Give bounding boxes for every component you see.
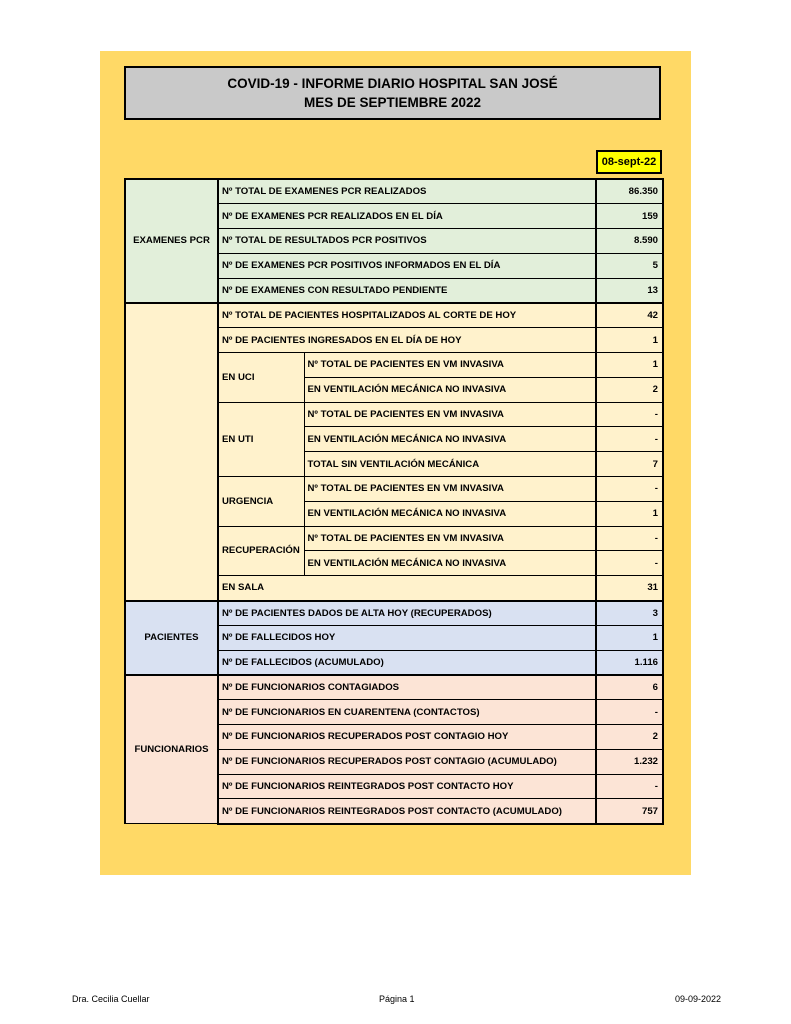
row-value: 8.590 [596,229,663,254]
table-row [125,675,663,700]
row-value: 1.232 [596,749,663,774]
row-label: Nº DE FUNCIONARIOS REINTEGRADOS POST CONTACTO HOY [218,774,596,799]
row-label: Nº DE FUNCIONARIOS RECUPERADOS POST CONTAGIO (ACUMULADO) [218,749,596,774]
row-value: 1 [596,328,663,353]
report-title [124,66,661,120]
row-value: - [596,477,663,502]
subgroup-uti: EN UTI [218,402,304,476]
row-label: Nº DE FUNCIONARIOS CONTAGIADOS [218,675,596,700]
subgroup-urgencia: URGENCIA [218,477,304,527]
category-funcionarios: FUNCIONARIOS [125,675,218,824]
row-label: Nº TOTAL DE PACIENTES EN VM INVASIVA [304,353,596,378]
row-value: 6 [596,675,663,700]
row-value: - [596,700,663,725]
footer-author: Dra. Cecilia Cuellar [72,994,150,1004]
row-label: Nº TOTAL DE EXAMENES PCR REALIZADOS [218,179,596,204]
row-value: - [596,402,663,427]
row-label: Nº TOTAL DE PACIENTES EN VM INVASIVA [304,402,596,427]
category-pacientes: PACIENTES [125,601,218,675]
footer-page: Página 1 [379,994,415,1004]
row-label: Nº DE FUNCIONARIOS REINTEGRADOS POST CONTACTO (ACUMULADO) [218,799,596,824]
row-value: 1 [596,353,663,378]
row-label: Nº TOTAL DE PACIENTES EN VM INVASIVA [304,477,596,502]
category-examenes: EXAMENES PCR [125,179,218,303]
row-value: 42 [596,303,663,328]
row-label: Nº TOTAL DE PACIENTES HOSPITALIZADOS AL CORTE DE HOY [218,303,596,328]
row-value: 2 [596,725,663,750]
report-sheet [100,51,691,875]
row-label: EN VENTILACIÓN MECÁNICA NO INVASIVA [304,551,596,576]
row-label: Nº DE EXAMENES CON RESULTADO PENDIENTE [218,278,596,303]
row-value: 1.116 [596,650,663,675]
title-line-2: MES DE SEPTIEMBRE 2022 [303,95,482,110]
title-line-1: COVID-19 - INFORME DIARIO HOSPITAL SAN JOSÉ [227,76,558,91]
row-value: - [596,774,663,799]
row-value: 757 [596,799,663,824]
footer-date: 09-09-2022 [675,994,722,1004]
row-label: EN SALA [218,576,596,601]
subgroup-uci: EN UCI [218,353,304,403]
row-value: - [596,526,663,551]
row-value: - [596,551,663,576]
row-label: Nº DE PACIENTES DADOS DE ALTA HOY (RECUPERADOS) [218,601,596,626]
row-value: 86.350 [596,179,663,204]
category-hospitalizados [125,303,218,601]
row-label: Nº DE PACIENTES INGRESADOS EN EL DÍA DE HOY [218,328,596,353]
row-value: 13 [596,278,663,303]
row-value: 5 [596,253,663,278]
row-value: 159 [596,204,663,229]
row-value: 1 [596,501,663,526]
row-label: EN VENTILACIÓN MECÁNICA NO INVASIVA [304,427,596,452]
row-label: Nº DE FUNCIONARIOS RECUPERADOS POST CONTAGIO HOY [218,725,596,750]
row-value: 3 [596,601,663,626]
report-table [124,178,664,825]
report-date: 08-sept-22 [596,150,662,174]
row-value: 7 [596,452,663,477]
row-label: Nº TOTAL DE RESULTADOS PCR POSITIVOS [218,229,596,254]
row-label: Nº DE EXAMENES PCR POSITIVOS INFORMADOS EN EL DÍA [218,253,596,278]
table-row [125,303,663,328]
row-label: Nº DE EXAMENES PCR REALIZADOS EN EL DÍA [218,204,596,229]
table-row [125,179,663,204]
table-row [125,601,663,626]
row-label: Nº TOTAL DE PACIENTES EN VM INVASIVA [304,526,596,551]
row-label: TOTAL SIN VENTILACIÓN MECÁNICA [304,452,596,477]
row-label: EN VENTILACIÓN MECÁNICA NO INVASIVA [304,377,596,402]
row-value: 2 [596,377,663,402]
row-label: Nº DE FALLECIDOS HOY [218,625,596,650]
row-value: 1 [596,625,663,650]
row-label: Nº DE FUNCIONARIOS EN CUARENTENA (CONTACTOS) [218,700,596,725]
subgroup-recuperacion: RECUPERACIÓN [218,526,304,576]
row-value: - [596,427,663,452]
row-label: EN VENTILACIÓN MECÁNICA NO INVASIVA [304,501,596,526]
row-value: 31 [596,576,663,601]
row-label: Nº DE FALLECIDOS (ACUMULADO) [218,650,596,675]
